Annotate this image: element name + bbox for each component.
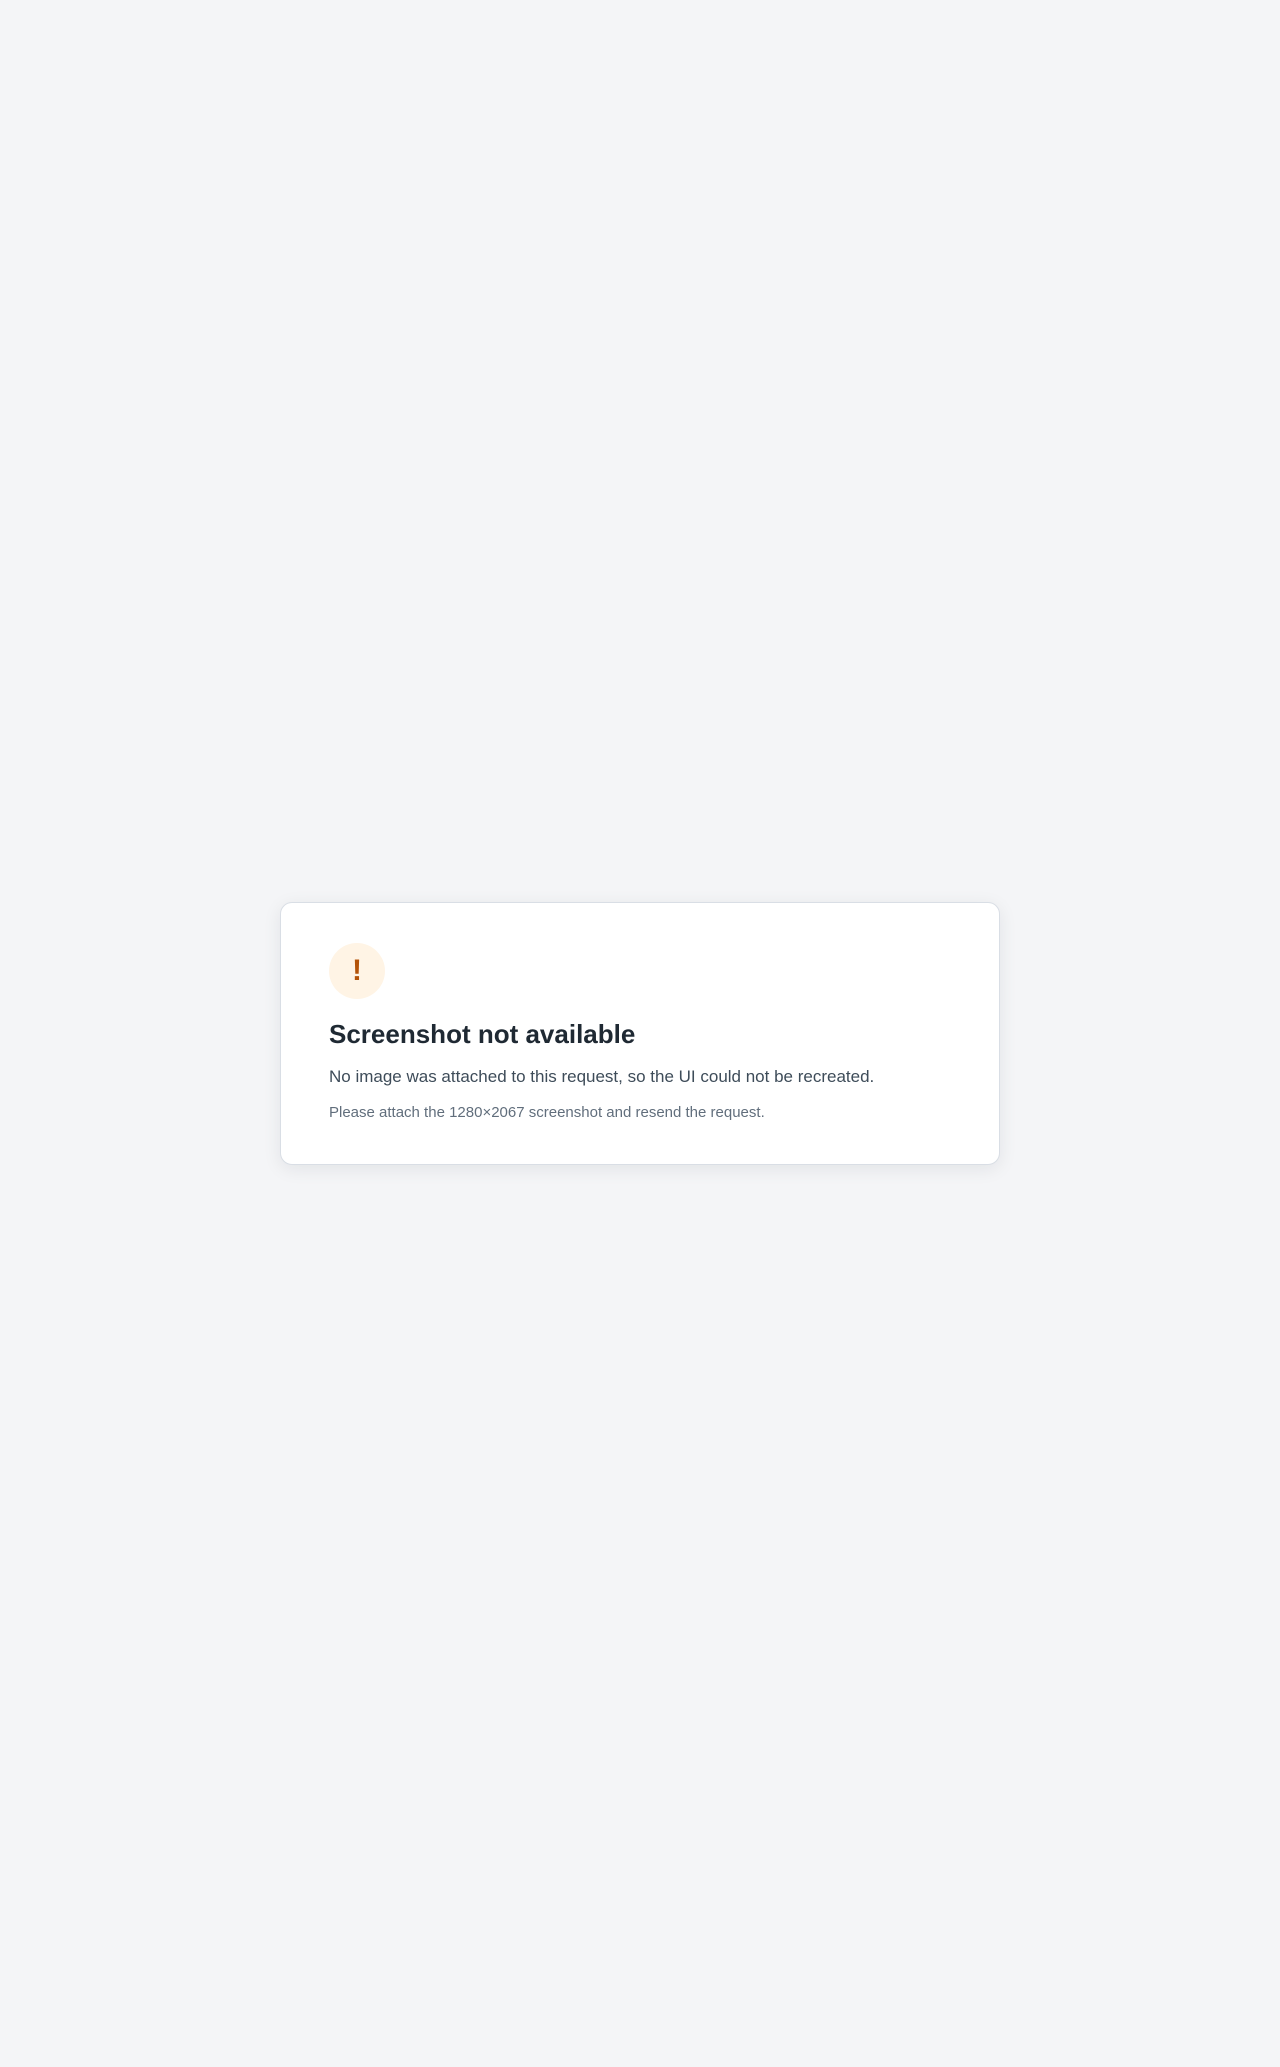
- warning-icon: !: [329, 943, 385, 999]
- notice-hint: Please attach the 1280×2067 screenshot and resend the request.: [329, 1103, 765, 1121]
- notice-card: [280, 902, 1000, 1166]
- notice-body: No image was attached to this request, so the UI could not be recreated.: [329, 1066, 875, 1086]
- notice-title: Screenshot not available: [329, 1018, 636, 1049]
